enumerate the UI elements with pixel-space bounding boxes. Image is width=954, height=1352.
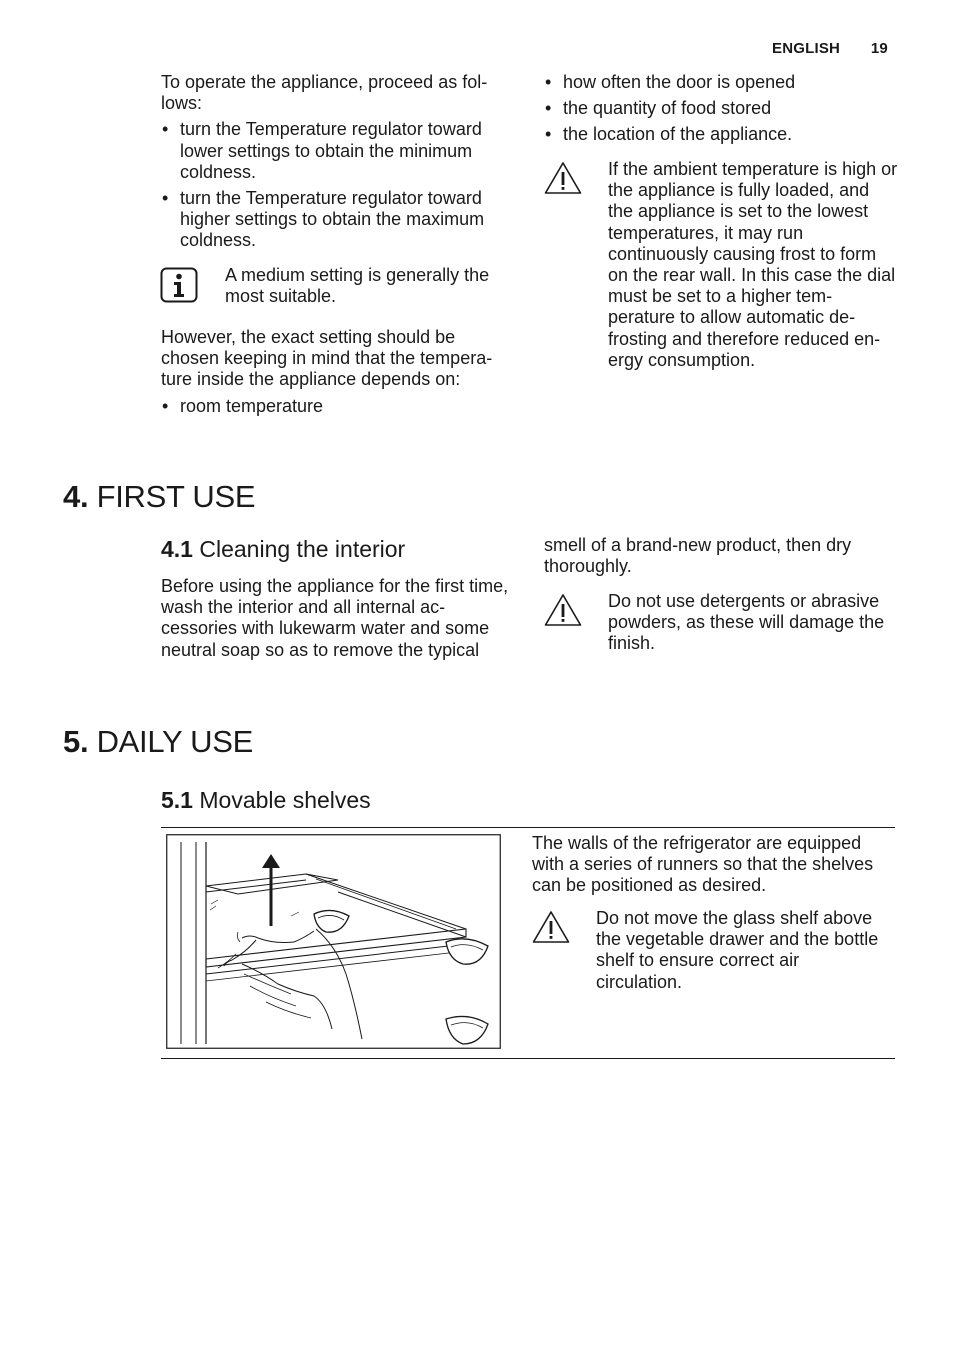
section-4-1-title: Cleaning the interior — [199, 536, 406, 562]
section-5-1-number: 5.1 — [161, 787, 193, 813]
warning-icon — [544, 593, 582, 627]
factors-right — [544, 72, 904, 146]
section-4-1-number: 4.1 — [161, 536, 193, 562]
bullet-item: • the quantity of food stored — [544, 98, 904, 119]
section-4-heading — [63, 480, 255, 514]
section-5-title: DAILY USE — [96, 724, 253, 759]
factors-left — [161, 396, 513, 417]
header-page-number: 19 — [870, 40, 888, 57]
bullet-item: • the location of the appliance. — [544, 124, 904, 145]
table-top-rule — [161, 827, 895, 828]
warning-ambient: If the ambient temperature is high or the appliance is fully loaded, and the appliance is set to the lowest temperatures, it may run continuously causing frost to form on the rear wall. In this case the dial must be set to a higher tem-perature to allow automatic de-frosting and therefore reduced en-ergy consumption. — [608, 159, 898, 370]
page-header — [772, 40, 888, 57]
regulator-bullets — [161, 119, 511, 251]
intro-left-column — [161, 72, 511, 257]
section-5-1-heading — [161, 787, 371, 813]
shelves-text: The walls of the refrigerator are equipped with a series of runners so that the shelves can be positioned as desired. — [532, 833, 874, 896]
bullet-item: • room temperature — [161, 396, 513, 417]
info-note: A medium setting is generally the most suitable. — [225, 265, 490, 307]
section-4-1-heading — [161, 536, 405, 562]
section-4-title: FIRST USE — [96, 479, 256, 514]
warning-icon — [532, 910, 570, 944]
bullet-item: • turn the Temperature regulator toward lower settings to obtain the minimum coldness. — [161, 119, 511, 183]
cleaning-text-left: Before using the appliance for the first time, wash the interior and all internal ac-cessories with lukewarm water and some neutral soap so as to remove the typical — [161, 576, 509, 660]
warning-detergents: Do not use detergents or abrasive powders, as these will damage the finish. — [608, 591, 885, 654]
warning-icon — [544, 161, 582, 195]
section-5-1-title: Movable shelves — [199, 787, 371, 813]
intro-lead: To operate the appliance, proceed as fol-lows: — [161, 72, 488, 114]
bullet-item: • how often the door is opened — [544, 72, 904, 93]
intro-however — [161, 327, 513, 422]
cleaning-text-right: smell of a brand-new product, then dry thoroughly. — [544, 535, 852, 577]
bullet-item: • turn the Temperature regulator toward higher settings to obtain the maximum coldness. — [161, 188, 511, 252]
header-language: ENGLISH — [772, 40, 841, 57]
however-text: However, the exact setting should be chosen keeping in mind that the tempera-ture inside the appliance depends on: — [161, 327, 493, 390]
section-5-number: 5. — [63, 724, 89, 759]
section-4-number: 4. — [63, 479, 89, 514]
section-5-heading — [63, 725, 253, 759]
intro-right-column — [544, 72, 904, 151]
warning-glass-shelf: Do not move the glass shelf above the vegetable drawer and the bottle shelf to ensure correct air circulation. — [596, 908, 879, 992]
shelf-illustration — [166, 834, 501, 1054]
table-bottom-rule — [161, 1058, 895, 1059]
info-icon — [160, 267, 198, 303]
